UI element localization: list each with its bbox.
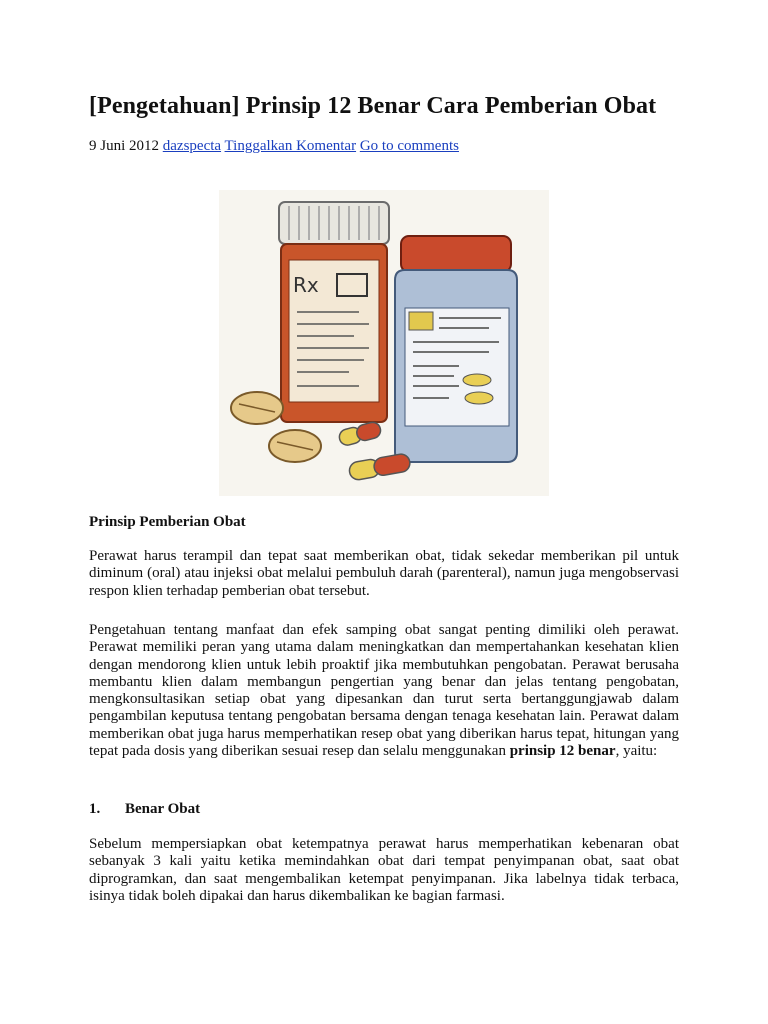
paragraph-2-end: , yaitu: [615,743,658,760]
principle-heading: Prinsip Pemberian Obat [89,514,246,530]
post-date: 9 Juni 2012 [89,138,160,154]
red-bottle-cap [401,236,511,272]
paragraph-2 [89,622,679,760]
paragraph-1: Perawat harus terampil dan tepat saat memberikan obat, tidak sekedar memberikan pil untuk diminum (oral) atau injeksi obat melalui pembuluh darah (parenteral), namun juga mengobservasi respon klien terhadap pemberian obat tersebut. [89,548,679,599]
paragraph-2-text: Pengetahuan tentang manfaat dan efek samping obat sangat penting dimiliki oleh perawat. Perawat memiliki peran yang utama dalam meningkatkan dan mempertahankan kesehatan klien dengan mendorong klien untuk lebih proaktif jika membutuhkan pengobatan. Perawat berusaha membantu klien dalam membangun pengertian yang benar dan jelas tentang pengobatan, mengkonsultasikan setiap obat yang dipesankan dan turut serta bertanggungjawab dalam pengambilan keputusa tentang pengobatan bersama dengan tenaga kesehatan lain. Perawat dalam memberikan obat juga harus memperhatikan resep obat yang diberikan harus tepat, hitungan yang tepat pada dosis yang diberikan sesuai resep dan selalu menggunakan [89,622,679,760]
medicine-bottles-illustration [219,190,549,496]
go-to-comments-link[interactable]: Go to comments [359,138,459,154]
rx-label: Rx [293,273,319,297]
author-link[interactable]: dazspecta [162,138,222,154]
leave-comment-link[interactable]: Tinggalkan Komentar [224,138,357,154]
paragraph-3: Sebelum mempersiapkan obat ketempatnya perawat harus memperhatikan kebenaran obat sebanyak 3 kali yaitu ketika memindahkan obat dari tempat penyimpanan obat, saat obat diprogramkan, dan saat mengembalikan ketempat penyimpanan. Jika labelnya tidak terbaca, isinya tidak boleh dipakai dan harus dikembalikan ke bagian farmasi. [89,836,679,904]
item-1-number: 1. [89,801,101,817]
item-1-title: Benar Obat [125,801,201,817]
article-title: [Pengetahuan] Prinsip 12 Benar Cara Pemberian Obat [89,93,657,119]
orange-bottle-cap [279,202,389,244]
item-1-heading [89,800,200,818]
article-meta [89,137,459,155]
paragraph-2-bold: prinsip 12 benar [509,743,616,760]
